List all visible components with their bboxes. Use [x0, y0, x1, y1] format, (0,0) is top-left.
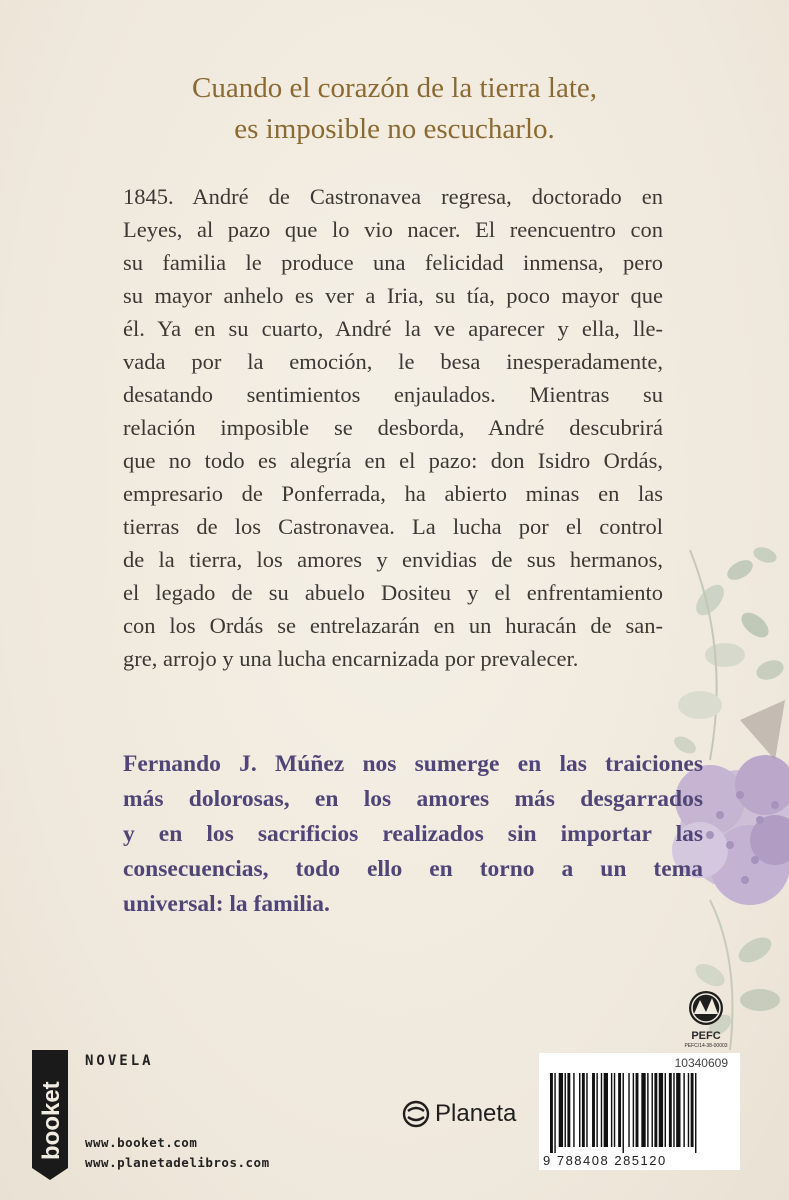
synopsis-line: él. Ya en su cuarto, André la ve aparecer y ella, lle- — [123, 316, 663, 341]
website-url: www.booket.com — [85, 1135, 198, 1150]
genre-label: NOVELA — [85, 1053, 154, 1069]
barcode-panel — [539, 1053, 740, 1170]
synopsis-line: vada por la emoción, le besa inesperadamente, — [123, 349, 663, 374]
synopsis-line: el legado de su abuelo Dositeu y el enfrentamiento — [123, 580, 663, 605]
website-list — [85, 1133, 270, 1173]
synopsis-line: gre, arrojo y una lucha encarnizada por prevalecer. — [123, 646, 579, 671]
barcode-icon — [548, 1073, 734, 1153]
promo-line: más dolorosas, en los amores más desgarrados — [123, 786, 703, 812]
synopsis-line: que no todo es alegría en el pazo: don Isidro Ordás, — [123, 448, 663, 473]
website-url: www.planetadelibros.com — [85, 1155, 270, 1170]
tagline-line: es imposible no escucharlo. — [234, 113, 555, 145]
promo-line: Fernando J. Múñez nos sumerge en las traiciones — [123, 751, 703, 777]
synopsis-line: 1845. André de Castronavea regresa, doctorado en — [123, 184, 663, 209]
synopsis — [123, 180, 663, 675]
pefc-label: PEFC — [691, 1030, 721, 1042]
synopsis-line: Leyes, al pazo que lo vio nacer. El reencuentro con — [123, 217, 663, 242]
synopsis-line: su familia le produce una felicidad inmensa, pero — [123, 250, 663, 275]
booket-logo-text: booket — [38, 1081, 65, 1160]
promo-line: universal: la familia. — [123, 891, 330, 917]
promo-text — [123, 747, 703, 922]
synopsis-line: empresario de Ponferrada, ha abierto minas en las — [123, 481, 663, 506]
synopsis-line: relación imposible se desborda, André descubrirá — [123, 415, 663, 440]
isbn-number: 9 788408 285120 — [543, 1153, 667, 1168]
synopsis-line: con los Ordás se entrelazarán en un huracán de san- — [123, 613, 663, 638]
planeta-globe-icon — [402, 1100, 430, 1128]
synopsis-line: su mayor anhelo es ver a Iria, su tía, poco mayor que — [123, 283, 663, 308]
synopsis-line: de la tierra, los amores y envidias de sus hermanos, — [123, 547, 663, 572]
publisher-logo — [402, 1099, 516, 1129]
publisher-name: Planeta — [435, 1100, 517, 1127]
synopsis-line: desatando sentimientos enjaulados. Mientras su — [123, 382, 663, 407]
tagline — [0, 68, 789, 150]
tagline-line: Cuando el corazón de la tierra late, — [192, 72, 597, 104]
promo-line: consecuencias, todo ello en torno a un tema — [123, 856, 703, 882]
booket-logo-icon — [30, 1050, 70, 1180]
promo-line: y en los sacrificios realizados sin importar las — [123, 821, 703, 847]
pefc-code: PEFC/14-38-00003 — [684, 1043, 728, 1049]
barcode-ref: 10340609 — [674, 1056, 728, 1070]
synopsis-line: tierras de los Castronavea. La lucha por el control — [123, 514, 663, 539]
